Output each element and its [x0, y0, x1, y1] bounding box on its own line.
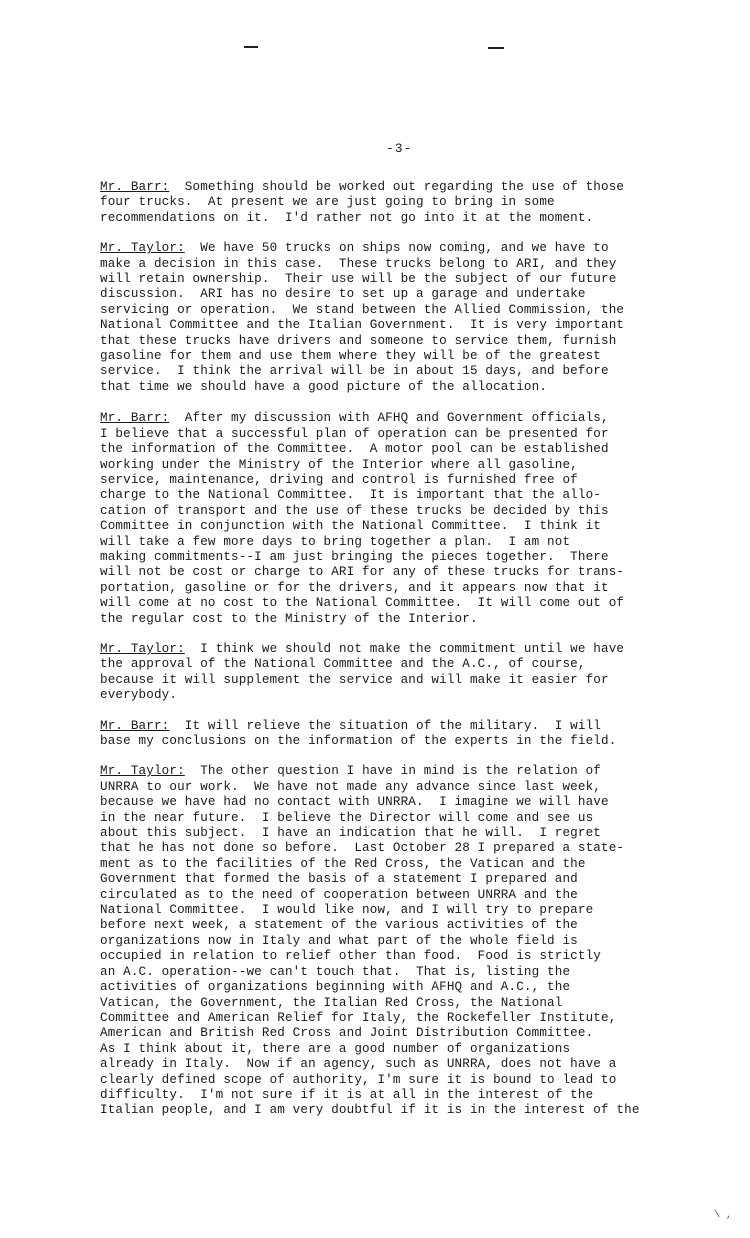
text-line: in the near future. I believe the Director will come and see us [100, 810, 594, 825]
text-line: working under the Ministry of the Interior where all gasoline, [100, 457, 578, 472]
text-line: that these trucks have drivers and someone to service them, furnish [100, 333, 617, 348]
speaker-name: Mr. Barr: [100, 718, 170, 733]
text-line: will take a few more days to bring together a plan. I am not [100, 534, 571, 549]
text-line: ment as to the facilities of the Red Cross, the Vatican and the [100, 856, 586, 871]
text-line: difficulty. I'm not sure if it is at all in the interest of the [100, 1087, 594, 1102]
text-line: circulated as to the need of cooperation between UNRRA and the [100, 887, 578, 902]
text-line: Italian people, and I am very doubtful if it is in the interest of the [100, 1103, 640, 1118]
text-line: everybody. [100, 688, 178, 703]
text-line: National Committee and the Italian Government. It is very important [100, 318, 625, 333]
paragraph-4 [100, 642, 730, 704]
text-line: service, maintenance, driving and control is furnished free of [100, 472, 578, 487]
text-line: organizations now in Italy and what part of the whole field is [100, 933, 578, 948]
text-line: I believe that a successful plan of operation can be presented for [100, 426, 609, 441]
text-line: the regular cost to the Ministry of the Interior. [100, 611, 478, 626]
text-line: Committee in conjunction with the National Committee. I think it [100, 519, 601, 534]
text-line: an A.C. operation--we can't touch that. That is, listing the [100, 964, 571, 979]
speaker-name: Mr. Barr: [100, 411, 170, 426]
text-line: servicing or operation. We stand between the Allied Commission, the [100, 302, 625, 317]
text-line: Committee and American Relief for Italy, the Rockefeller Institute, [100, 1010, 617, 1025]
text-line: because it will supplement the service and will make it easier for [100, 672, 609, 687]
speaker-name: Mr. Taylor: [100, 641, 185, 656]
paragraph-5 [100, 719, 730, 750]
text-line: clearly defined scope of authority, I'm sure it is bound to lead to [100, 1072, 617, 1087]
page-number: -3- [386, 141, 413, 156]
text-line: will retain ownership. Their use will be the subject of our future [100, 272, 617, 287]
text-line: because we have had no contact with UNRRA. I imagine we will have [100, 795, 609, 810]
text-line: Mr. Barr: It will relieve the situation of the military. I will [100, 718, 601, 733]
scan-mark [488, 47, 504, 49]
text-line: Mr. Barr: Something should be worked out regarding the use of those [100, 180, 625, 194]
speaker-name: Mr. Barr: [100, 180, 170, 194]
text-line: will come at no cost to the National Committee. It will come out of [100, 596, 625, 611]
text-line: UNRRA to our work. We have not made any advance since last week, [100, 779, 601, 794]
text-line: recommendations on it. I'd rather not go into it at the moment. [100, 210, 594, 225]
text-line: Mr. Taylor: I think we should not make the commitment until we have [100, 641, 625, 656]
text-line: cation of transport and the use of these trucks be decided by this [100, 503, 609, 518]
text-line: activities of organizations beginning with AFHQ and A.C., the [100, 980, 571, 995]
text-line: gasoline for them and use them where they will be of the greatest [100, 349, 601, 364]
text-line: will not be cost or charge to ARI for any of these trucks for trans- [100, 565, 625, 580]
text-line: American and British Red Cross and Joint Distribution Committee. [100, 1026, 594, 1041]
paragraph-1 [100, 180, 730, 226]
scan-mark [244, 46, 258, 48]
text-line: making commitments--I am just bringing the pieces together. There [100, 549, 609, 564]
text-line: before next week, a statement of the various activities of the [100, 918, 578, 933]
paragraph-3 [100, 411, 730, 627]
text-line: Mr. Taylor: The other question I have in mind is the relation of [100, 764, 602, 779]
text-line: four trucks. At present we are just going to bring in some [100, 195, 555, 210]
text-line: occupied in relation to relief other than food. Food is strictly [100, 949, 601, 964]
text-line: National Committee. I would like now, and I will try to prepare [100, 903, 594, 918]
text-line: discussion. ARI has no desire to set up a garage and undertake [100, 287, 586, 302]
transcript-body [100, 180, 730, 1134]
text-line: make a decision in this case. These trucks belong to ARI, and they [100, 256, 617, 271]
text-line: the information of the Committee. A motor pool can be established [100, 442, 609, 457]
text-line: the approval of the National Committee and the A.C., of course, [100, 657, 586, 672]
text-line: about this subject. I have an indication that he will. I regret [100, 826, 601, 841]
text-line: Mr. Taylor: We have 50 trucks on ships now coming, and we have to [100, 241, 609, 256]
speaker-name: Mr. Taylor: [100, 241, 185, 256]
paragraph-2 [100, 241, 730, 395]
text-line: charge to the National Committee. It is important that the allo- [100, 488, 601, 503]
margin-note: \ , [714, 1210, 733, 1221]
paragraph-6 [100, 764, 730, 1118]
speaker-name: Mr. Taylor: [100, 764, 185, 779]
text-line: that he has not done so before. Last October 28 I prepared a state- [100, 841, 625, 856]
text-line: Mr. Barr: After my discussion with AFHQ and Government officials, [100, 411, 609, 426]
text-line: service. I think the arrival will be in about 15 days, and before [100, 364, 609, 379]
text-line: portation, gasoline or for the drivers, and it appears now that it [100, 580, 609, 595]
text-line: Government that formed the basis of a statement I prepared and [100, 872, 578, 887]
text-line: base my conclusions on the information of the experts in the field. [100, 734, 617, 748]
text-line: Vatican, the Government, the Italian Red Cross, the National [100, 995, 563, 1010]
text-line: As I think about it, there are a good number of organizations [100, 1041, 571, 1056]
text-line: that time we should have a good picture of the allocation. [100, 379, 548, 394]
text-line: already in Italy. Now if an agency, such as UNRRA, does not have a [100, 1057, 617, 1072]
